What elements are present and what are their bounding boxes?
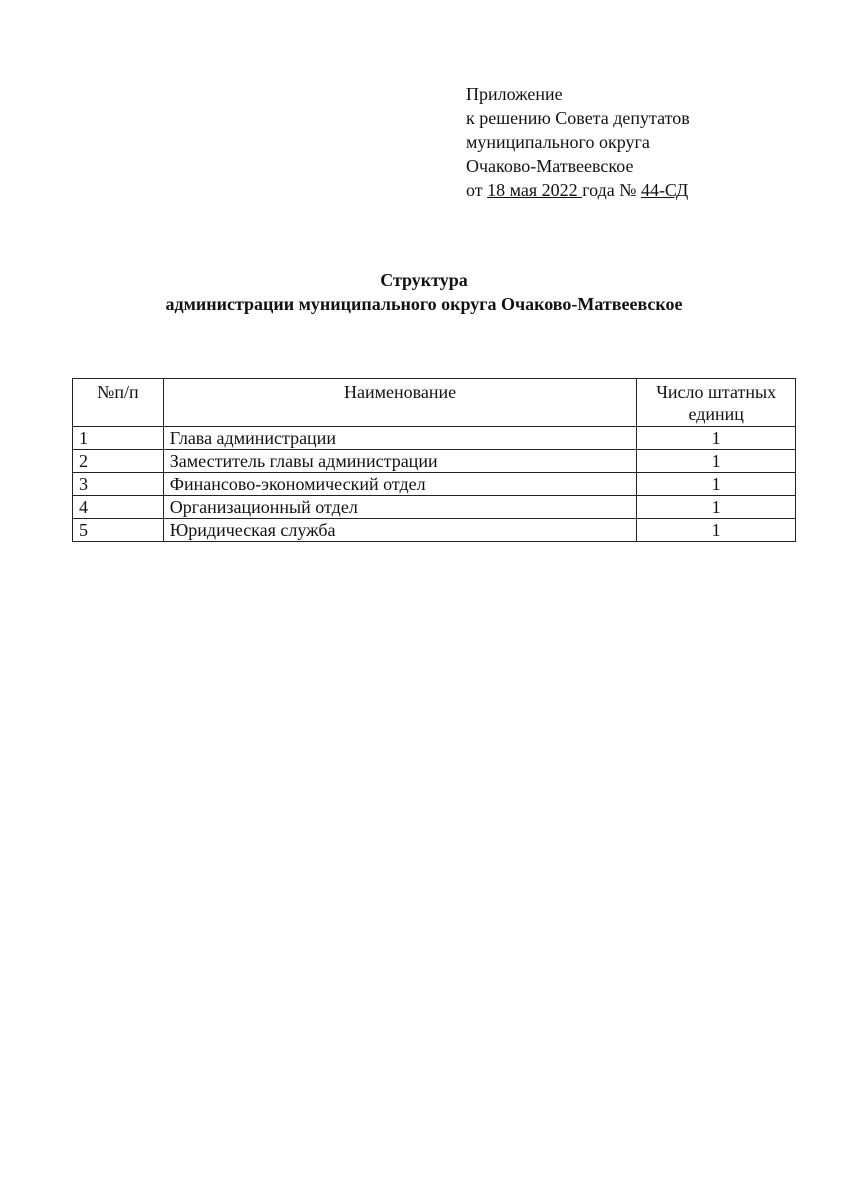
- row-name: Глава администрации: [163, 427, 637, 450]
- appendix-date-line: [466, 178, 826, 202]
- header-name: Наименование: [163, 379, 637, 427]
- row-name: Юридическая служба: [163, 519, 637, 542]
- row-number: 3: [73, 473, 164, 496]
- decision-date: 18 мая 2022: [487, 180, 578, 200]
- table-row: [73, 427, 796, 450]
- table-row: [73, 450, 796, 473]
- appendix-block: [466, 82, 826, 202]
- header-count: Число штатных единиц: [637, 379, 796, 427]
- document-subtitle: администрации муниципального округа Очаково-Матвеевское: [165, 294, 683, 314]
- document-title: Структура: [380, 270, 468, 290]
- row-name: Организационный отдел: [163, 496, 637, 519]
- appendix-line-3: муниципального округа: [466, 132, 650, 152]
- header-number: №п/п: [73, 379, 164, 427]
- year-word: года №: [582, 180, 637, 200]
- row-count: 1: [637, 450, 796, 473]
- row-number: 5: [73, 519, 164, 542]
- table-row: [73, 519, 796, 542]
- row-number: 2: [73, 450, 164, 473]
- date-prefix: от: [466, 180, 483, 200]
- decision-number: 44-СД: [640, 180, 689, 200]
- structure-table: [72, 378, 796, 542]
- row-number: 4: [73, 496, 164, 519]
- table-header-row: [73, 379, 796, 427]
- row-count: 1: [637, 473, 796, 496]
- table-row: [73, 473, 796, 496]
- appendix-line-1: Приложение: [466, 84, 563, 104]
- row-name: Финансово-экономический отдел: [163, 473, 637, 496]
- row-number: 1: [73, 427, 164, 450]
- row-count: 1: [637, 519, 796, 542]
- row-name: Заместитель главы администрации: [163, 450, 637, 473]
- table-row: [73, 496, 796, 519]
- row-count: 1: [637, 496, 796, 519]
- appendix-line-4: Очаково-Матвеевское: [466, 156, 634, 176]
- row-count: 1: [637, 427, 796, 450]
- appendix-line-2: к решению Совета депутатов: [466, 108, 690, 128]
